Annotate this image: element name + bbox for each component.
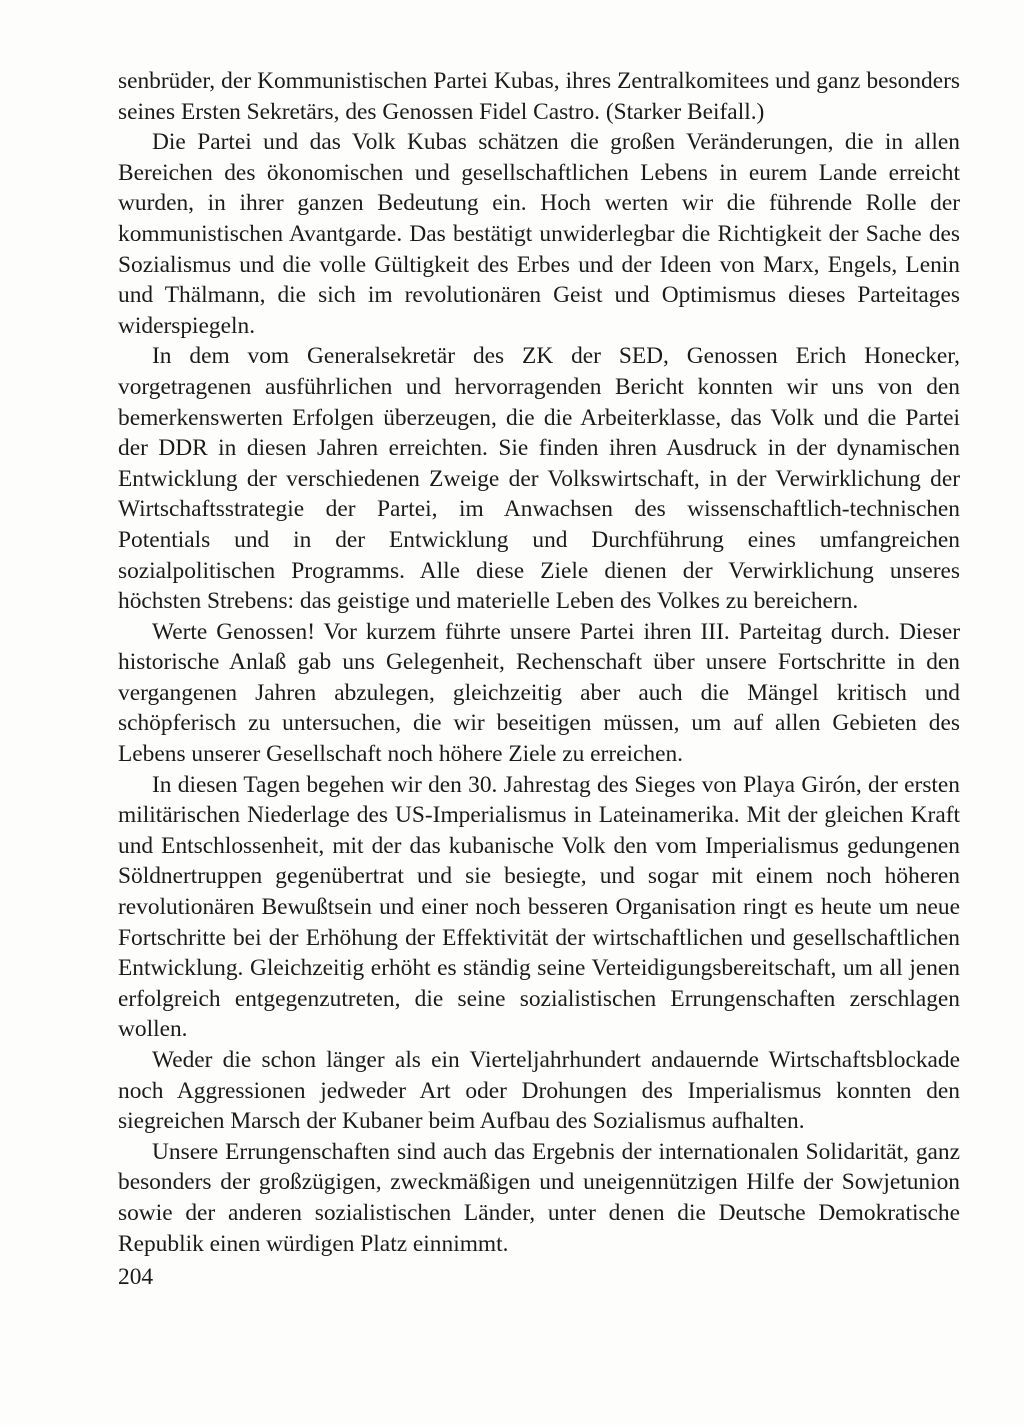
page-number: 204	[118, 1264, 154, 1290]
paragraph: In diesen Tagen begehen wir den 30. Jahrestag des Sieges von Playa Girón, der ersten militärischen Niederlage des US-Imperialismus in Lateinamerika. Mit der gleichen Kraft und Entschlossenheit, mit der das kubanische Volk den vom Imperialismus gedungenen Söldnertruppen gegenübertrat und sie besiegte, und sogar mit einem noch höheren revolutionären Bewußtsein und einer noch besseren Organisation ringt es heute um neue Fortschritte bei der Erhöhung der Effektivität der wirtschaftlichen und gesellschaftlichen Entwicklung. Gleichzeitig erhöht es ständig seine Verteidigungsbereitschaft, um all jenen erfolgreich entgegenzutreten, die seine sozialistischen Errungenschaften zerschlagen wollen.	[118, 771, 960, 1043]
paragraph: Unsere Errungenschaften sind auch das Ergebnis der internationalen Solidarität, ganz besonders der großzügigen, zweckmäßigen und uneigennützigen Hilfe der Sowjetunion sowie der anderen sozialistischen Länder, unter denen die Deutsche Demokratische Republik einen würdigen Platz einnimmt.	[118, 1138, 960, 1257]
body-text	[118, 66, 960, 1259]
paragraph: Weder die schon länger als ein Vierteljahrhundert andauernde Wirtschaftsblockade noch Aggressionen jedweder Art oder Drohungen des Imperialismus konnten den siegreichen Marsch der Kubaner beim Aufbau des Sozialismus aufhalten.	[118, 1047, 960, 1135]
paragraph-continuation: senbrüder, der Kommunistischen Partei Kubas, ihres Zentralkomitees und ganz besonders seines Ersten Sekretärs, des Genossen Fidel Castro. (Starker Beifall.)	[118, 68, 960, 125]
paragraph: In dem vom Generalsekretär des ZK der SED, Genossen Erich Honecker, vorgetragenen ausführlichen und hervorragenden Bericht konnten wir uns von den bemerkenswerten Erfolgen überzeugen, die die Arbeiterklasse, das Volk und die Partei der DDR in diesen Jahren erreichten. Sie finden ihren Ausdruck in der dynamischen Entwicklung der verschiedenen Zweige der Volkswirtschaft, in der Verwirklichung der Wirtschaftsstrategie der Partei, im Anwachsen des wissenschaftlich-technischen Potentials und in der Entwicklung und Durchführung eines umfangreichen sozialpolitischen Programms. Alle diese Ziele dienen der Verwirklichung unseres höchsten Strebens: das geistige und materielle Leben des Volkes zu bereichern.	[118, 343, 960, 615]
paragraph: Die Partei und das Volk Kubas schätzen die großen Veränderungen, die in allen Bereichen des ökonomischen und gesellschaftlichen Lebens in eurem Lande erreicht wurden, in ihrer ganzen Bedeutung ein. Hoch werten wir die führende Rolle der kommunistischen Avantgarde. Das bestätigt unwiderlegbar die Richtigkeit der Sache des Sozialismus und die volle Gültigkeit des Erbes und der Ideen von Marx, Engels, Lenin und Thälmann, die sich im revolutionären Geist und Optimismus dieses Parteitages widerspiegeln.	[118, 129, 960, 339]
paragraph: Werte Genossen! Vor kurzem führte unsere Partei ihren III. Parteitag durch. Dieser historische Anlaß gab uns Gelegenheit, Rechenschaft über unsere Fortschritte in den vergangenen Jahren abzulegen, gleichzeitig aber auch die Mängel kritisch und schöpferisch zu untersuchen, die wir beseitigen müssen, um auf allen Gebieten des Lebens unserer Gesellschaft noch höhere Ziele zu erreichen.	[118, 618, 960, 768]
